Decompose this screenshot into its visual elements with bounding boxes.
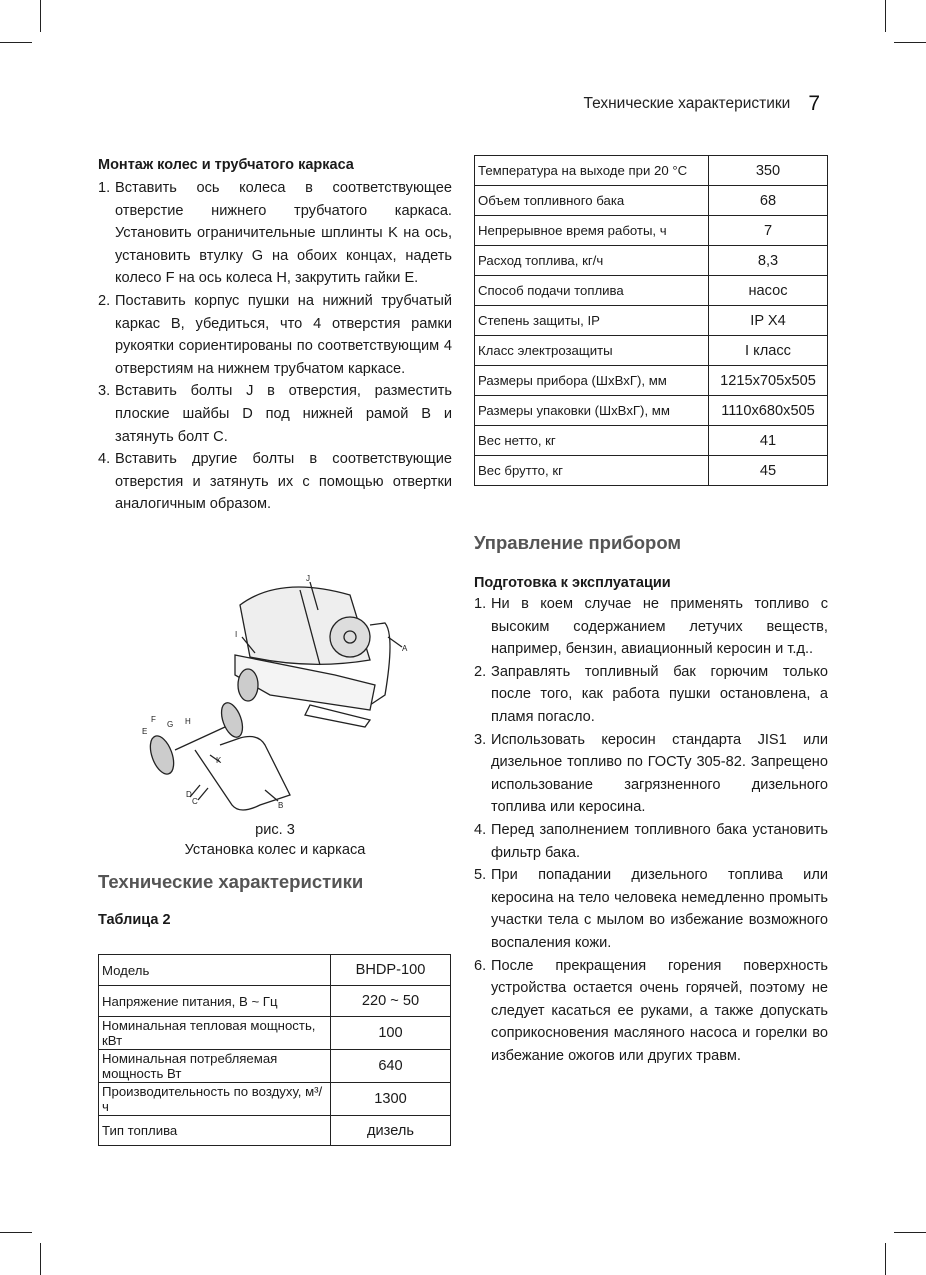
list-item (474, 729, 828, 819)
table-row (475, 396, 828, 426)
label-b: B (278, 801, 284, 810)
spec-value: 1215x705x505 (709, 366, 828, 396)
crop-mark (885, 0, 886, 32)
step-number: 4. (98, 451, 111, 468)
label-d: D (186, 790, 192, 799)
crop-mark (0, 1232, 32, 1233)
specs-table-1 (98, 954, 451, 1146)
spec-value: 8,3 (709, 246, 828, 276)
spec-label: Вес брутто, кг (475, 456, 709, 486)
step-text: Вставить другие болты в соответствующие отверстия и затянуть их с помощью отвертки аналогичным образом. (115, 451, 452, 513)
table-row (475, 216, 828, 246)
spec-label: Температура на выходе при 20 °С (475, 156, 709, 186)
step-text: При попадании дизельного топлива или керосина на тело человека немедленно промыть участки тела с мылом во избежание возможного воспаления кожи. (491, 867, 828, 951)
list-item (98, 448, 452, 516)
step-number: 3. (98, 383, 111, 400)
spec-value: 41 (709, 426, 828, 456)
spec-label: Степень защиты, IP (475, 306, 709, 336)
spec-label: Вес нетто, кг (475, 426, 709, 456)
spec-label: Размеры упаковки (ШхВхГ), мм (475, 396, 709, 426)
label-f: F (151, 715, 156, 724)
table-title: Таблица 2 (98, 912, 171, 928)
crop-mark (40, 1243, 41, 1275)
spec-label: Номинальная тепловая мощность, кВт (99, 1017, 331, 1050)
table-row (475, 246, 828, 276)
step-text: После прекращения горения поверхность устройства остается очень горячей, поэтому не следует касаться ее руками, а также допускать соприкосновения масляного насоса и горелки во избежание ожогов или других травм. (491, 957, 828, 1064)
step-number: 1. (474, 596, 487, 612)
page-number: 7 (808, 92, 820, 115)
table-row (475, 426, 828, 456)
spec-value: насос (709, 276, 828, 306)
crop-mark (894, 1232, 926, 1233)
table-row (475, 456, 828, 486)
figure-caption (98, 820, 452, 860)
spec-value: 1300 (331, 1083, 451, 1116)
left-column (98, 157, 452, 516)
spec-value: 220 ~ 50 (331, 986, 451, 1017)
specs-table-1-wrap (98, 954, 451, 1146)
spec-value: BHDP-100 (331, 955, 451, 986)
body-wheel (238, 669, 258, 701)
control-subheading: Подготовка к эксплуатации (474, 575, 671, 591)
heater-assembly-illustration (140, 575, 430, 815)
step-text: Поставить корпус пушки на нижний трубчатый каркас B, убедиться, что 4 отверстия рамки рукоятки сориентированы по соответствующим 4 отверстиям на нижнем трубчатом каркасе. (115, 292, 452, 377)
list-item (98, 290, 452, 380)
table-row (475, 276, 828, 306)
step-text: Перед заполнением топливного бака установить фильтр бака. (491, 821, 828, 861)
spec-label: Размеры прибора (ШхВхГ), мм (475, 366, 709, 396)
spec-value: 350 (709, 156, 828, 186)
list-item (474, 819, 828, 864)
spec-label: Способ подачи топлива (475, 276, 709, 306)
spec-label: Класс электрозащиты (475, 336, 709, 366)
label-c: C (192, 797, 198, 806)
spec-value: 1110x680x505 (709, 396, 828, 426)
table-row (99, 1017, 451, 1050)
label-k: K (216, 756, 222, 765)
wheel-h (217, 700, 246, 740)
table-row (99, 986, 451, 1017)
step-number: 3. (474, 731, 487, 748)
table-row (99, 955, 451, 986)
spec-value: 68 (709, 186, 828, 216)
step-text: Ни в коем случае не применять топливо с высоким содержанием летучих веществ, например, бензин, авиационный керосин и т.д.. (491, 596, 828, 658)
step-text: Заправлять топливный бак горючим только после того, как работа пушки остановлена, а пламя погасло. (491, 663, 828, 725)
label-h: H (185, 717, 191, 726)
running-header (440, 92, 820, 116)
caption-text: Установка колес и каркаса (184, 842, 366, 858)
list-item (474, 864, 828, 954)
spec-label: Номинальная потребляемая мощность Вт (99, 1050, 331, 1083)
step-number: 1. (98, 180, 111, 196)
list-item (98, 177, 452, 290)
assembly-steps (98, 177, 452, 516)
table-row (99, 1116, 451, 1146)
spec-label: Объем топливного бака (475, 186, 709, 216)
label-g: G (167, 720, 174, 729)
bolt-c (198, 788, 208, 800)
step-number: 2. (98, 292, 111, 309)
label-e: E (142, 727, 148, 736)
spec-label: Тип топлива (99, 1116, 331, 1146)
crop-mark (0, 42, 32, 43)
table-row (475, 336, 828, 366)
specs-heading: Технические характеристики (98, 871, 364, 892)
specs-table-2 (474, 155, 828, 486)
spec-value: I класс (709, 336, 828, 366)
crop-mark (894, 42, 926, 43)
wheel-f (146, 733, 178, 777)
step-text: Использовать керосин стандарта JIS1 или дизельное топливо по ГОСТу 305-82. Запрещено использование загрязненного дизельного топлива или керосина. (491, 731, 828, 816)
control-steps (474, 593, 828, 1067)
spec-label: Модель (99, 955, 331, 986)
step-number: 4. (474, 821, 487, 838)
list-item (474, 955, 828, 1068)
spec-label: Непрерывное время работы, ч (475, 216, 709, 246)
table-row (475, 186, 828, 216)
assembly-heading: Монтаж колес и трубчатого каркаса (98, 157, 354, 173)
label-j: J (306, 575, 310, 583)
spec-value: 100 (331, 1017, 451, 1050)
table-row (99, 1083, 451, 1116)
step-number: 6. (474, 957, 487, 974)
spec-value: IP X4 (709, 306, 828, 336)
header-title: Технические характеристики (583, 95, 791, 112)
table-row (475, 306, 828, 336)
step-text: Вставить болты J в отверстия, разместить плоские шайбы D под нижней рамой B и затянуть болт C. (115, 383, 452, 445)
spec-label: Производительность по воздуху, м³/ч (99, 1083, 331, 1116)
axle (175, 727, 225, 750)
spec-label: Напряжение питания, В ~ Гц (99, 986, 331, 1017)
label-i: I (235, 630, 238, 639)
caption-number: рис. 3 (255, 822, 295, 838)
spec-value: дизель (331, 1116, 451, 1146)
spec-value: 640 (331, 1050, 451, 1083)
table-row (475, 156, 828, 186)
step-text: Вставить ось колеса в соответствующее отверстие нижнего трубчатого каркаса. Установить ограничительные шплинты K на ось, установить втулку G на обоих концах, надеть колесо F на ось колеса H, закрутить гайки E. (115, 180, 452, 287)
fan-grill (330, 617, 370, 657)
right-column (474, 155, 828, 1067)
crop-mark (885, 1243, 886, 1275)
table-row (475, 366, 828, 396)
crop-mark (40, 0, 41, 32)
spec-value: 45 (709, 456, 828, 486)
list-item (474, 593, 828, 661)
table-row (99, 1050, 451, 1083)
label-a: A (402, 644, 408, 653)
spec-value: 7 (709, 216, 828, 246)
step-number: 5. (474, 867, 487, 884)
list-item (98, 380, 452, 448)
list-item (474, 661, 828, 729)
spec-label: Расход топлива, кг/ч (475, 246, 709, 276)
control-heading: Управление прибором (474, 532, 682, 553)
step-number: 2. (474, 663, 487, 680)
